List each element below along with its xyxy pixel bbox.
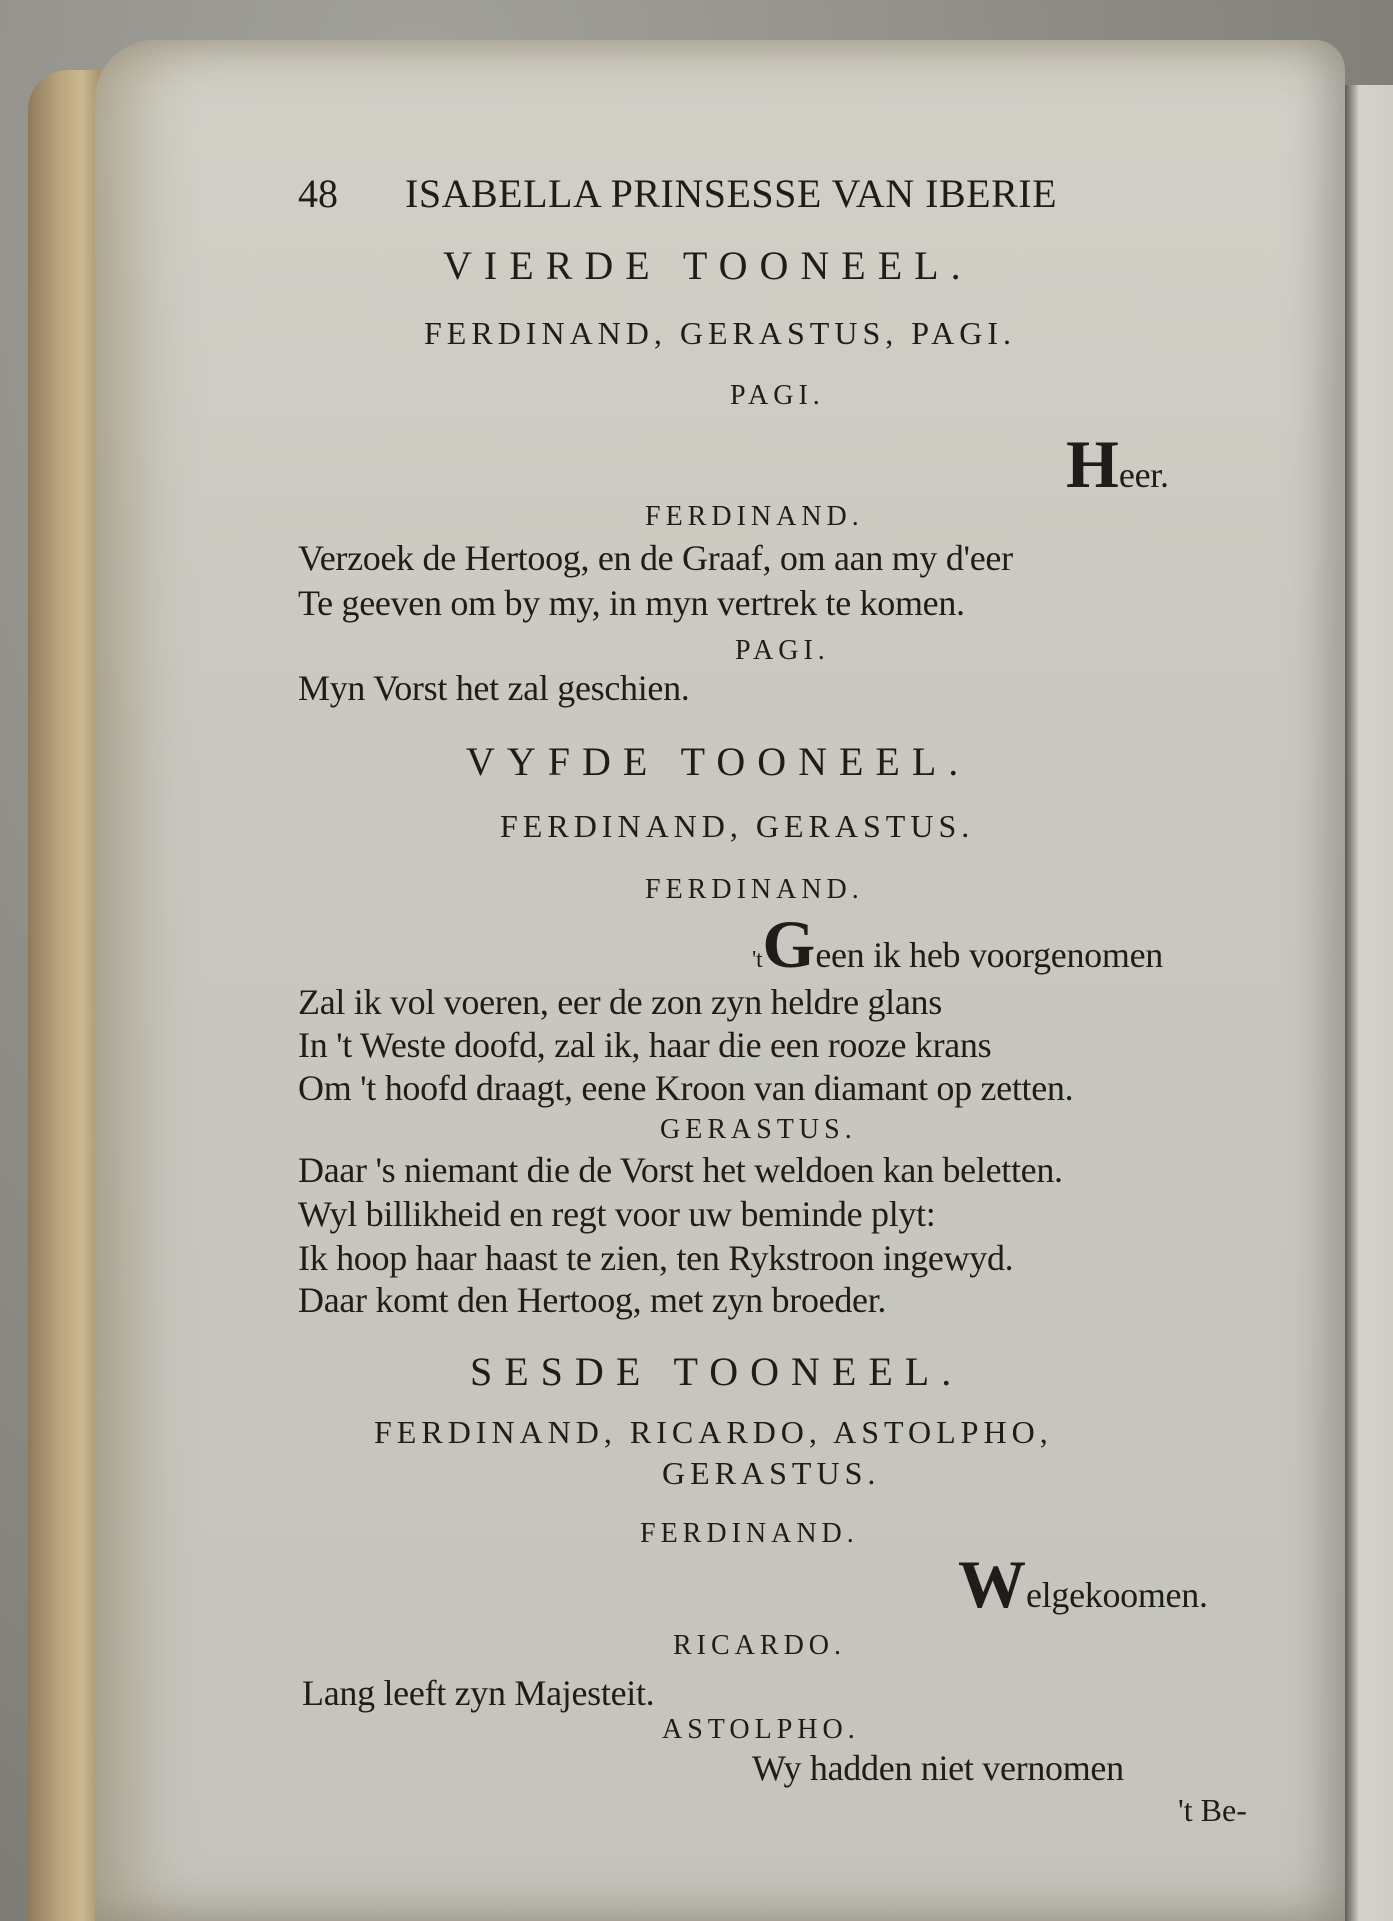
speaker-name: GERASTUS. (660, 1114, 857, 1145)
scene-title: VIERDE TOONEEL. (443, 243, 973, 288)
speaker-name: PAGI. (735, 635, 830, 666)
speaker-name: FERDINAND. (645, 874, 864, 905)
speaker-name: PAGI. (730, 380, 825, 411)
verse-text: een ik heb voorgenomen (815, 935, 1163, 975)
verse-line: Wyl billikheid en regt voor uw beminde plyt: (298, 1194, 936, 1234)
running-title: ISABELLA PRINSESSE VAN IBERIE (405, 171, 1057, 216)
verse-line: Zal ik vol voeren, eer de zon zyn heldre glans (298, 982, 942, 1022)
verse-text: eer. (1118, 455, 1169, 495)
verse-line: Verzoek de Hertoog, en de Graaf, om aan my d'eer (298, 538, 1013, 578)
verse-line: Wy hadden niet vernomen (752, 1748, 1124, 1788)
verse-line: Lang leeft zyn Majesteit. (302, 1673, 655, 1713)
drop-initial: H (1066, 426, 1119, 502)
verse-line: Myn Vorst het zal geschien. (298, 668, 690, 708)
cast-list: FERDINAND, RICARDO, ASTOLPHO, (374, 1414, 1053, 1450)
verse-line (752, 906, 1163, 982)
verse-line: Te geeven om by my, in myn vertrek te komen. (298, 583, 965, 623)
drop-initial: G (762, 906, 816, 982)
verse-line: Daar komt den Hertoog, met zyn broeder. (298, 1280, 887, 1320)
verse-text: elgekoomen. (1026, 1575, 1208, 1615)
speaker-name: RICARDO. (673, 1630, 847, 1661)
verse-line (958, 1546, 1208, 1622)
verse-text: 't (752, 947, 763, 973)
scene-title: VYFDE TOONEEL. (466, 739, 971, 784)
speaker-name: ASTOLPHO. (662, 1714, 860, 1745)
scene-title: SESDE TOONEEL. (470, 1349, 964, 1394)
verse-line: In 't Weste doofd, zal ik, haar die een rooze krans (298, 1025, 992, 1065)
verse-line: Ik hoop haar haast te zien, ten Rykstroon ingewyd. (298, 1238, 1014, 1278)
speaker-name: FERDINAND. (640, 1518, 859, 1549)
cast-list: FERDINAND, GERASTUS, PAGI. (424, 315, 1016, 351)
catchword: 't Be- (1178, 1792, 1247, 1828)
verse-line: Daar 's niemant die de Vorst het weldoen kan beletten. (298, 1150, 1063, 1190)
speaker-name: FERDINAND. (645, 501, 864, 532)
drop-initial: W (958, 1546, 1026, 1622)
page-number: 48 (298, 171, 338, 216)
verse-line (1066, 426, 1169, 502)
verse-line: Om 't hoofd draagt, eene Kroon van diamant op zetten. (298, 1068, 1074, 1108)
cast-list: GERASTUS. (662, 1455, 881, 1491)
cast-list: FERDINAND, GERASTUS. (500, 808, 975, 844)
